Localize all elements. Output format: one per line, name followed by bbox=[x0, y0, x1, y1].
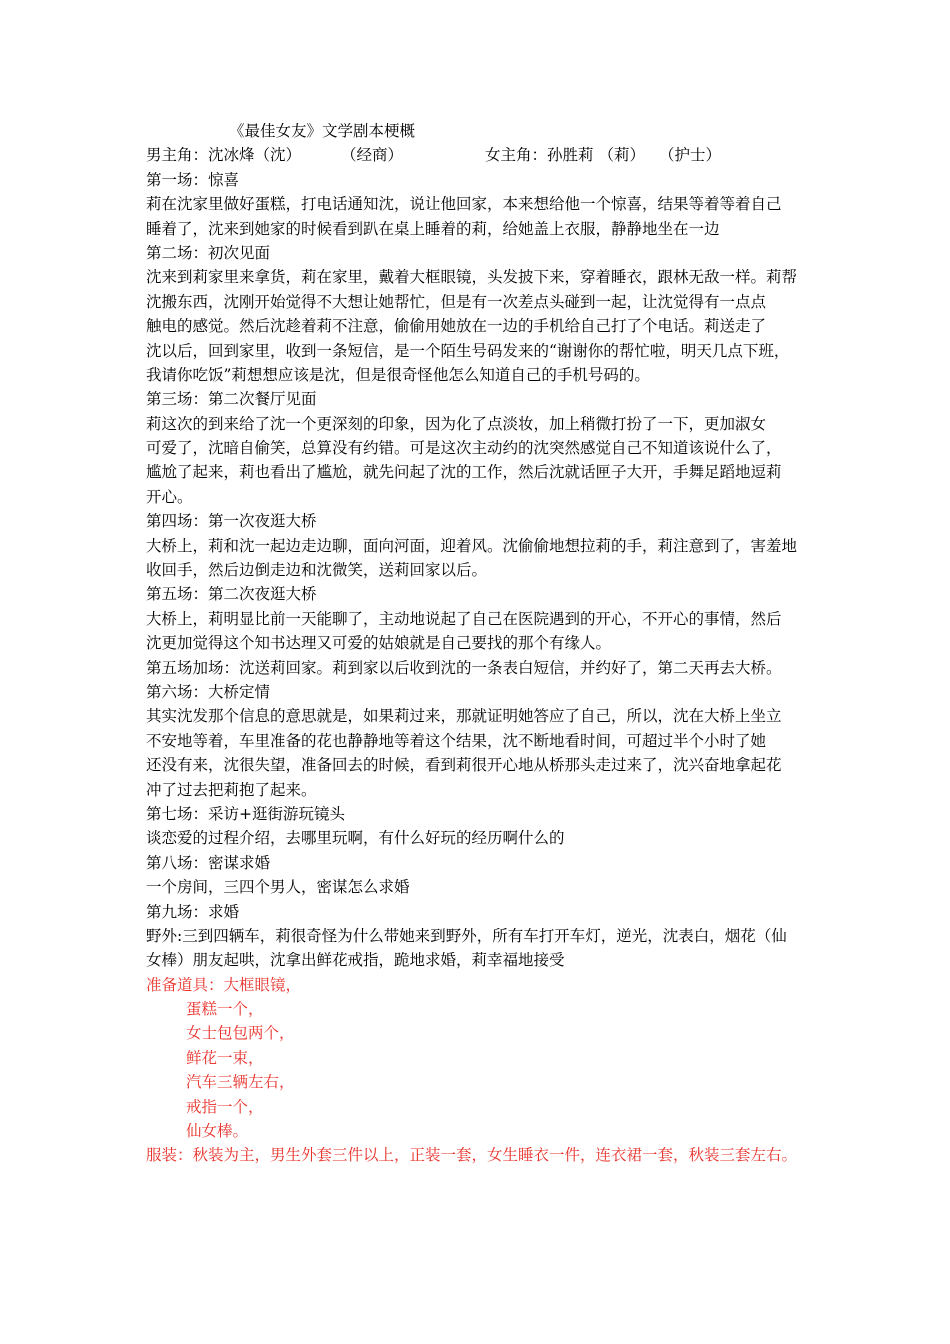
document-title: 《最佳女友》文学剧本梗概 bbox=[229, 122, 416, 140]
text-line: 谈恋爱的过程介绍，去哪里玩啊，有什么好玩的经历啊什么的 bbox=[146, 829, 565, 848]
text-line: 还没有来，沈很失望，准备回去的时候，看到莉很开心地从桥那头走过来了，沈兴奋地拿起花 bbox=[146, 756, 782, 775]
text-line: 沈来到莉家里来拿货，莉在家里，戴着大框眼镜，头发披下来，穿着睡衣，跟林无敌一样。莉帮 bbox=[146, 268, 798, 287]
female-lead: 女主角：孙胜莉 （莉） bbox=[485, 146, 645, 165]
text-line: 第三场：第二次餐厅见面 bbox=[146, 390, 317, 409]
text-line: 第一场：惊喜 bbox=[146, 170, 240, 189]
text-line: 第八场：密谋求婚 bbox=[146, 853, 271, 872]
text-line: 第九场：求婚 bbox=[146, 902, 240, 921]
text-line: 第四场：第一次夜逛大桥 bbox=[146, 512, 317, 531]
text-line: 沈更加觉得这个知书达理又可爱的姑娘就是自己要找的那个有缘人。 bbox=[146, 634, 612, 653]
text-line: 第五场：第二次夜逛大桥 bbox=[146, 585, 317, 604]
prop-item: 汽车三辆左右， bbox=[186, 1073, 295, 1092]
prop-item: 蛋糕一个， bbox=[186, 1000, 264, 1019]
male-lead: 男主角：沈冰烽（沈） bbox=[146, 146, 302, 165]
text-line: 第七场：采访+逛街游玩镜头 bbox=[146, 804, 345, 823]
text-line: 大桥上，莉明显比前一天能聊了，主动地说起了自己在医院遇到的开心，不开心的事情，然后 bbox=[146, 609, 782, 628]
text-line: 第二场：初次见面 bbox=[146, 243, 271, 262]
text-line: 睡着了，沈来到她家的时候看到趴在桌上睡着的莉，给她盖上衣服，静静地坐在一边 bbox=[146, 219, 720, 238]
text-line: 尴尬了起来，莉也看出了尴尬，就先问起了沈的工作，然后沈就话匣子大开，手舞足蹈地逗莉 bbox=[146, 463, 782, 482]
text-line: 收回手，然后边倒走边和沈微笑，送莉回家以后。 bbox=[146, 561, 488, 580]
text-line: 第六场：大桥定情 bbox=[146, 682, 271, 701]
script-body bbox=[146, 168, 816, 973]
male-lead-job: （经商） bbox=[341, 146, 404, 165]
props-list bbox=[146, 997, 816, 1143]
text-line: 一个房间，三四个男人，密谋怎么求婚 bbox=[146, 878, 410, 897]
female-lead-job: （护士） bbox=[658, 146, 721, 165]
costume-line: 服装：秋装为主，男生外套三件以上，正装一套，女生睡衣一件，连衣裙一套，秋装三套左右。 bbox=[146, 1146, 798, 1165]
text-line: 大桥上，莉和沈一起边走边聊，面向河面，迎着风。沈偷偷地想拉莉的手，莉注意到了，害羞地 bbox=[146, 536, 798, 555]
prop-item: 戒指一个， bbox=[186, 1097, 264, 1116]
text-line: 第五场加场：沈送莉回家。莉到家以后收到沈的一条表白短信，并约好了，第二天再去大桥。 bbox=[146, 658, 782, 677]
text-line: 触电的感觉。然后沈趁着莉不注意，偷偷用她放在一边的手机给自己打了个电话。莉送走了 bbox=[146, 317, 767, 336]
text-line: 野外:三到四辆车，莉很奇怪为什么带她来到野外，所有车打开车灯，逆光，沈表白，烟花（仙 bbox=[146, 926, 787, 945]
text-line: 沈以后，回到家里，收到一条短信，是一个陌生号码发来的“谢谢你的帮忙啦，明天几点下班， bbox=[146, 341, 790, 360]
text-line: 开心。 bbox=[146, 487, 193, 506]
text-line: 不安地等着，车里准备的花也静静地等着这个结果，沈不断地看时间，可超过半个小时了她 bbox=[146, 731, 767, 750]
text-line: 其实沈发那个信息的意思就是，如果莉过来，那就证明她答应了自己，所以，沈在大桥上坐立 bbox=[146, 707, 782, 726]
text-line: 沈搬东西，沈刚开始觉得不大想让她帮忙，但是有一次差点头碰到一起，让沈觉得有一点点 bbox=[146, 292, 767, 311]
prop-item: 鲜花一束， bbox=[186, 1048, 264, 1067]
text-line: 女棒）朋友起哄，沈拿出鲜花戒指，跪地求婚，莉幸福地接受 bbox=[146, 951, 565, 970]
text-line: 冲了过去把莉抱了起来。 bbox=[146, 780, 317, 799]
roles-line bbox=[146, 143, 816, 167]
document-page bbox=[146, 119, 816, 1168]
text-line: 莉在沈家里做好蛋糕，打电话通知沈，说让他回家，本来想给他一个惊喜，结果等着等着自己 bbox=[146, 195, 782, 214]
text-line: 我请你吃饭”莉想想应该是沈，但是很奇怪他怎么知道自己的手机号码的。 bbox=[146, 365, 650, 384]
text-line: 可爱了，沈暗自偷笑，总算没有约错。可是这次主动约的沈突然感觉自己不知道该说什么了， bbox=[146, 439, 782, 458]
props-label: 准备道具：大框眼镜， bbox=[146, 975, 302, 994]
prop-item: 女士包包两个， bbox=[186, 1024, 295, 1043]
prop-item: 仙女棒。 bbox=[186, 1122, 249, 1141]
text-line: 莉这次的到来给了沈一个更深刻的印象，因为化了点淡妆，加上稍微打扮了一下，更加淑女 bbox=[146, 414, 767, 433]
